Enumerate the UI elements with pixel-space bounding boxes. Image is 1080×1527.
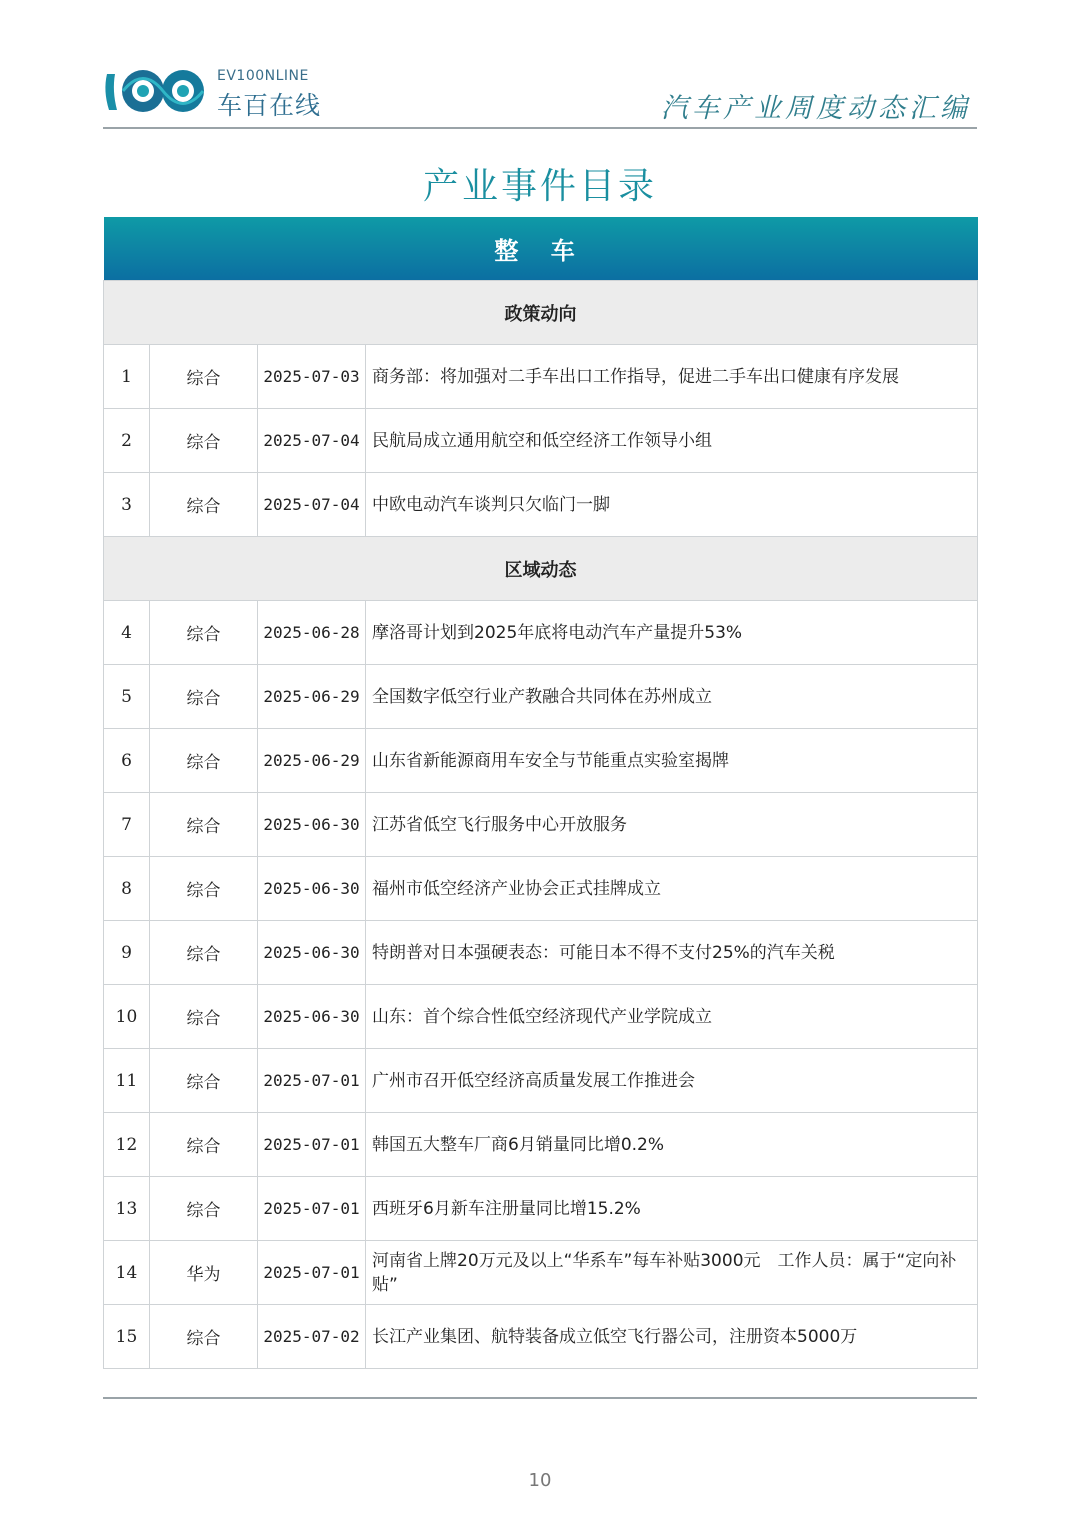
row-number: 3 [104,473,150,537]
row-number: 6 [104,729,150,793]
row-category: 综合 [150,601,258,665]
row-category: 华为 [150,1241,258,1305]
section-header: 区域动态 [104,537,978,601]
category-banner-label: 整 车 [104,217,978,281]
header-divider [103,127,977,129]
row-title: 河南省上牌20万元及以上“华系车”每车补贴3000元 工作人员：属于“定向补贴” [366,1241,978,1305]
row-date: 2025-07-01 [258,1177,366,1241]
row-number: 2 [104,409,150,473]
row-number: 15 [104,1305,150,1369]
row-date: 2025-06-29 [258,729,366,793]
category-banner [104,217,978,281]
row-title: 山东：首个综合性低空经济现代产业学院成立 [366,985,978,1049]
row-number: 14 [104,1241,150,1305]
table-row [104,793,978,857]
row-category: 综合 [150,1177,258,1241]
row-category: 综合 [150,1305,258,1369]
row-category: 综合 [150,985,258,1049]
row-title: 民航局成立通用航空和低空经济工作领导小组 [366,409,978,473]
table-row [104,601,978,665]
row-title: 韩国五大整车厂商6月销量同比增0.2% [366,1113,978,1177]
row-category: 综合 [150,409,258,473]
row-number: 7 [104,793,150,857]
row-category: 综合 [150,1113,258,1177]
row-date: 2025-06-30 [258,857,366,921]
row-title: 山东省新能源商用车安全与节能重点实验室揭牌 [366,729,978,793]
event-catalog-table [103,217,978,1369]
table-row [104,1305,978,1369]
publication-title: 汽车产业周度动态汇编 [661,93,971,124]
section-header: 政策动向 [104,281,978,345]
row-title: 中欧电动汽车谈判只欠临门一脚 [366,473,978,537]
table-row [104,729,978,793]
logo-mark-icon [103,64,213,118]
row-category: 综合 [150,345,258,409]
table-row [104,857,978,921]
row-date: 2025-07-01 [258,1049,366,1113]
table-row [104,1049,978,1113]
row-category: 综合 [150,473,258,537]
row-date: 2025-07-01 [258,1241,366,1305]
row-title: 摩洛哥计划到2025年底将电动汽车产量提升53% [366,601,978,665]
row-date: 2025-06-30 [258,921,366,985]
table-row [104,1113,978,1177]
table-row [104,409,978,473]
row-number: 11 [104,1049,150,1113]
table-row [104,345,978,409]
table-row [104,1241,978,1305]
row-number: 10 [104,985,150,1049]
row-title: 福州市低空经济产业协会正式挂牌成立 [366,857,978,921]
logo-english-text: EV100NLINE [217,68,309,84]
footer-divider [103,1397,977,1399]
row-title: 广州市召开低空经济高质量发展工作推进会 [366,1049,978,1113]
table-row [104,921,978,985]
page-header [103,62,977,128]
row-category: 综合 [150,857,258,921]
row-date: 2025-07-01 [258,1113,366,1177]
row-title: 长江产业集团、航特装备成立低空飞行器公司，注册资本5000万 [366,1305,978,1369]
row-date: 2025-07-04 [258,473,366,537]
row-category: 综合 [150,729,258,793]
table-row [104,985,978,1049]
row-title: 商务部：将加强对二手车出口工作指导，促进二手车出口健康有序发展 [366,345,978,409]
row-date: 2025-07-03 [258,345,366,409]
row-date: 2025-06-28 [258,601,366,665]
page-title: 产业事件目录 [422,166,657,207]
section-header-row [104,537,978,601]
table-row [104,473,978,537]
row-title: 江苏省低空飞行服务中心开放服务 [366,793,978,857]
page-number: 10 [528,1470,552,1491]
brand-logo [103,62,323,122]
row-category: 综合 [150,921,258,985]
row-date: 2025-06-30 [258,793,366,857]
row-number: 5 [104,665,150,729]
row-title: 全国数字低空行业产教融合共同体在苏州成立 [366,665,978,729]
row-date: 2025-06-29 [258,665,366,729]
row-title: 西班牙6月新车注册量同比增15.2% [366,1177,978,1241]
row-number: 8 [104,857,150,921]
row-category: 综合 [150,665,258,729]
row-number: 9 [104,921,150,985]
row-date: 2025-07-02 [258,1305,366,1369]
row-number: 4 [104,601,150,665]
row-number: 12 [104,1113,150,1177]
table-row [104,665,978,729]
row-date: 2025-07-04 [258,409,366,473]
table-row [104,1177,978,1241]
section-header-row [104,281,978,345]
row-number: 13 [104,1177,150,1241]
row-category: 综合 [150,1049,258,1113]
row-title: 特朗普对日本强硬表态：可能日本不得不支付25%的汽车关税 [366,921,978,985]
row-number: 1 [104,345,150,409]
logo-chinese-text: 车百在线 [217,91,322,120]
row-date: 2025-06-30 [258,985,366,1049]
row-category: 综合 [150,793,258,857]
